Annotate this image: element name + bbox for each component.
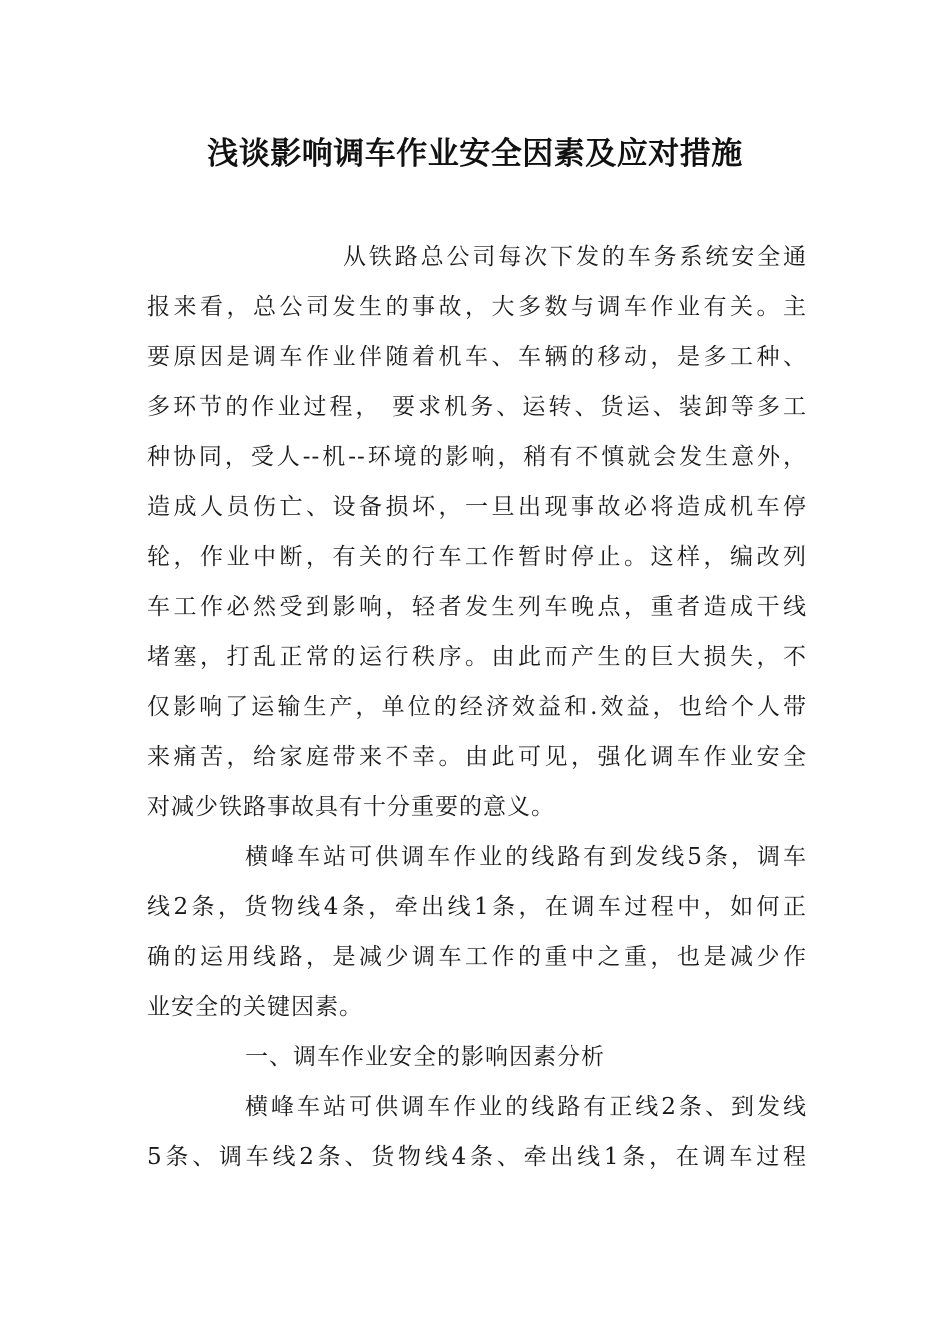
paragraph-2-line-2: 线2条，货物线4条，牵出线1条，在调车过程中，如何正	[147, 894, 807, 920]
paragraph-1-line-11: 来痛苦，给家庭带来不幸。由此可见，强化调车作业安全	[147, 744, 807, 770]
paragraph-1-line-3: 要原因是调车作业伴随着机车、车辆的移动，是多工种、	[147, 344, 807, 370]
paragraph-3-line-1: 横峰车站可供调车作业的线路有正线2条、到发线	[245, 1094, 807, 1120]
paragraph-1-line-10: 仅影响了运输生产，单位的经济效益和.效益，也给个人带	[147, 694, 807, 720]
paragraph-1-line-12: 对减少铁路事故具有十分重要的意义。	[147, 794, 555, 820]
paragraph-1-line-8: 车工作必然受到影响，轻者发生列车晚点，重者造成干线	[147, 594, 807, 620]
paragraph-1-line-6: 造成人员伤亡、设备损坏，一旦出现事故必将造成机车停	[147, 494, 807, 520]
paragraph-3-line-2: 5条、调车线2条、货物线4条、牵出线1条，在调车过程	[147, 1144, 807, 1170]
paragraph-2-line-3: 确的运用线路，是减少调车工作的重中之重，也是减少作	[147, 944, 807, 970]
document-title: 浅谈影响调车作业安全因素及应对措施	[207, 136, 743, 172]
paragraph-2-line-4: 业安全的关键因素。	[147, 994, 363, 1020]
paragraph-1-line-9: 堵塞，打乱正常的运行秩序。由此而产生的巨大损失，不	[147, 644, 807, 670]
paragraph-1-line-5: 种协同，受人--机--环境的影响，稍有不慎就会发生意外，	[147, 444, 807, 470]
paragraph-2-line-1: 横峰车站可供调车作业的线路有到发线5条，调车	[245, 844, 807, 870]
paragraph-1-line-4: 多环节的作业过程， 要求机务、运转、货运、装卸等多工	[147, 394, 807, 420]
section-heading-1: 一、调车作业安全的影响因素分析	[245, 1044, 605, 1070]
paragraph-1-line-7: 轮，作业中断，有关的行车工作暂时停止。这样，编改列	[147, 544, 807, 570]
paragraph-1-line-2: 报来看，总公司发生的事故，大多数与调车作业有关。主	[147, 294, 807, 320]
paragraph-1-line-1: 从铁路总公司每次下发的车务系统安全通	[343, 244, 807, 270]
